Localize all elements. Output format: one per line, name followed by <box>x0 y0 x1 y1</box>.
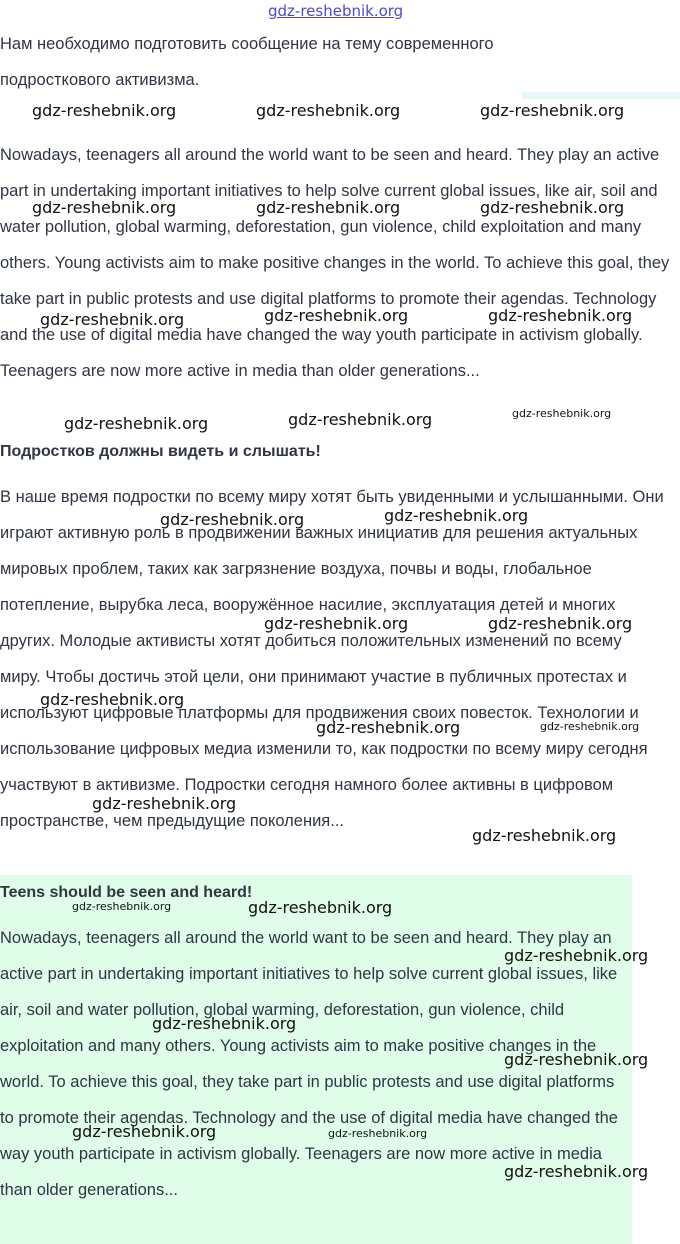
watermark: gdz-reshebnik.org <box>72 900 172 913</box>
english-paragraph-2: Nowadays, teenagers all around the world want to be seen and heard. They play an active part in undertaking important initiatives to help solve current global issues, like air, soil and water pollution, global warming, deforestation, gun violence, child exploitation and many others. Young activists aim to make positive changes in the world. To achieve this goal, they take part in public protests and use digital platforms to promote their agendas. Technology and the use of digital media have changed the way youth participate in activism globally. Teenagers are now more active in media than older generations... <box>0 929 618 1199</box>
watermark: gdz-reshebnik.org <box>40 690 185 709</box>
watermark: gdz-reshebnik.org <box>504 1050 649 1069</box>
english-paragraph-1: Nowadays, teenagers all around the world want to be seen and heard. They play an active part in undertaking important initiatives to help solve current global issues, like air, soil and water pollution, global warming, deforestation, gun violence, child exploitation and many others. Young activists aim to make positive changes in the world. To achieve this goal, they take part in public protests and use digital platforms to promote their agendas. Technology and the use of digital media have changed the way youth participate in activism globally. Teenagers are now more active in media than older generations... <box>0 146 670 380</box>
watermark: gdz-reshebnik.org <box>288 410 433 429</box>
russian-heading: Подростков должны видеть и слышать! <box>0 443 321 460</box>
watermark: gdz-reshebnik.org <box>328 1127 428 1140</box>
intro-text: Нам необходимо подготовить сообщение на тему современного подросткового активизма. <box>0 35 494 89</box>
watermark: gdz-reshebnik.org <box>92 794 237 813</box>
watermark: gdz-reshebnik.org <box>72 1122 217 1141</box>
watermark: gdz-reshebnik.org <box>384 506 529 525</box>
watermark: gdz-reshebnik.org <box>152 1014 297 1033</box>
watermark: gdz-reshebnik.org <box>504 946 649 965</box>
russian-paragraph: В наше время подростки по всему миру хотят быть увиденными и услышанными. Они играют активную роль в продвижении важных инициатив для решения актуальных мировых проблем, таких как загрязнение воздуха, почвы и воды, глобальное потепление, вырубка леса, вооружённое насилие, эксплуатация детей и многих других. Молодые активисты хотят добиться положительных изменений по всему миру. Чтобы достичь этой цели, они принимают участие в публичных протестах и используют цифровые платформы для продвижения своих повесток. Технологии и использование цифровых медиа изменили то, как подростки по всему миру сегодня участвуют в активизме. Подростки сегодня намного более активны в цифровом пространстве, чем предыдущие поколения... <box>0 488 664 830</box>
watermark: gdz-reshebnik.org <box>256 101 401 120</box>
watermark: gdz-reshebnik.org <box>32 101 177 120</box>
watermark: gdz-reshebnik.org <box>40 310 185 329</box>
watermark: gdz-reshebnik.org <box>264 614 409 633</box>
watermark: gdz-reshebnik.org <box>248 898 393 917</box>
watermark: gdz-reshebnik.org <box>540 720 640 733</box>
watermark: gdz-reshebnik.org <box>512 407 612 420</box>
watermark: gdz-reshebnik.org <box>480 101 625 120</box>
watermark: gdz-reshebnik.org <box>256 198 401 217</box>
watermark: gdz-reshebnik.org <box>64 414 209 433</box>
watermark: gdz-reshebnik.org <box>160 510 305 529</box>
watermark: gdz-reshebnik.org <box>480 198 625 217</box>
watermark: gdz-reshebnik.org <box>264 306 409 325</box>
watermark: gdz-reshebnik.org <box>32 198 177 217</box>
watermark: gdz-reshebnik.org <box>472 826 617 845</box>
decorative-bar <box>521 92 680 99</box>
watermark: gdz-reshebnik.org <box>488 306 633 325</box>
site-link[interactable]: gdz-reshebnik.org <box>268 2 404 20</box>
watermark: gdz-reshebnik.org <box>504 1162 649 1181</box>
watermark: gdz-reshebnik.org <box>316 718 461 737</box>
watermark: gdz-reshebnik.org <box>488 614 633 633</box>
english-heading-2: Teens should be seen and heard! <box>0 884 253 901</box>
